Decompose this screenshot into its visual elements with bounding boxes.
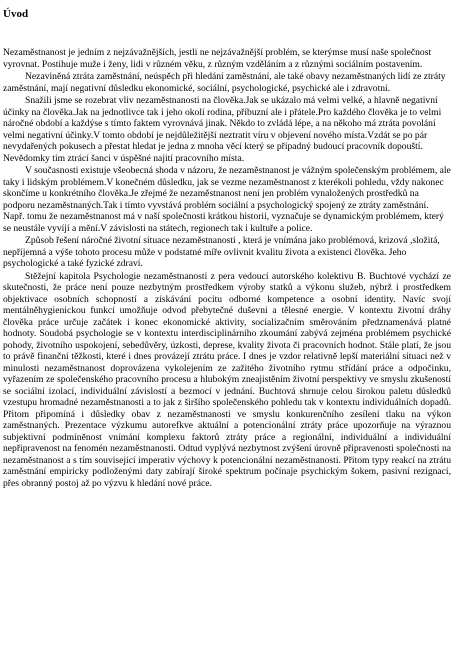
paragraph-consequences: Nezaviněná ztráta zaměstnání, neúspěch při hledání zaměstnání, ale také obavy nezaměstnaných lidí ze ztráty zaměstnání, mají negativní důsledku ekonomické, sociální, psychologické, psychické ale i zdravotní. [3, 71, 446, 94]
paragraph-solution: Způsob řešení náročné životní situace nezaměstnanosti , která je vnímána jako problémová, krizová ,složitá, nepříjemná a výše tohoto procesu může v podstatné míře ovlivnit kvalitu života a existenci člověka. Jeho psychologické a také fyzické zdraví. [3, 235, 440, 269]
paragraph-impact: Snažili jsme se rozebrat vliv nezaměstnanosti na člověka.Jak se ukázalo má velmi velké, a hlavně negativní účinky na člověka.Jak na jednotlivce tak i jeho okolí rodina, příbuzní ale i přátele.Pro každého člověka je to velmi náročné období a každýse s tímto faktem vyrovnává jinak. Někdo to zvládá lépe, a na někoho má ztráta povolání velmi negativní účinky.V tomto období je nejdůležitější neztratit víru v objevení nového místa.Vzdát se po pár nevydařených pokusech a přestat hledat je jedna z mnoha věcí který se případný budoucí pracovník dopouští. Nevědomky tím ztrácí šanci v úspěšné najití pracovního místa. [3, 95, 442, 164]
document-title: Úvod [3, 8, 29, 20]
paragraph-psychology-chapter: Stěžejní kapitola Psychologie nezaměstnanosti z pera vedoucí autorského kolektivu B. Buchtové vychází ze skutečnosti, že práce není pouze nezbytným prostředkem výroby statků a výkonu služeb, nýbrž i prostředkem objektivace osobních schopností a získávání pocitu odborné kompetence a osobní identity. Navíc svojí mentálněhygienickou funkcí umožňuje odvod přebytečné duševní a tělesné energie. V kontextu životní dráhy člověka práce určuje začátek i konec ekonomické aktivity, socializačním směrováním předznamenává platné hodnoty. Soudobá psychologie se v kontextu interdisciplinárního zkoumání zabývá zejména problémem psychické pohody, životního uspokojení, sebedůvěry, úzkosti, deprese, kvality života či pracovních hodnot. Stále platí, že jsou to právě finanční těžkosti, které i dnes provázejí ztrátu práce. I dnes je vzdor relativně lepší materiální situaci než v minulosti nezaměstnanost doprovázena vykolejením ze zažitého životního rytmu střídání práce a odpočinku, vyřazením ze společenského pracovního procesu a hlubokým zneajistěním životní perspektivy ve smyslu zkušeností se sociální izolací, individuální závislostí a bezmocí v jednání. Buchtová shrnuje celou širokou paletu důsledků vzestupu hromadné nezaměstnanosti a to jak z širšího společenského pohledu tak v kontextu individuálních dopadů. Přitom připomíná i důsledky obav z nezaměstnanosti ve smyslu konkurenčního zesílení tlaku na výkon zaměstnaných. Prezentace výzkumu autorefkve aktuální a potencionální ztráty práce upozorňuje na výraznou subjektivní podmíněnost vnímání komplexu faktorů ztráty práce a regionální, individuální a individuální nepřipravenost na fenomén nezaměstnanosti. Odtud vyplývá nezbytnost zvýšení úrovně připravenosti společnosti na nezaměstnanost a s tím související imperativ výchovy k potencionální nezaměstnanosti. Přitom typy reakcí na ztrátu zaměstnání empiricky podloženými daty zabírají široké spektrum počínaje psychickým šokem, pasivní rezignací, přes obranný postoj až po výzvu k hledání nové práce. [3, 270, 451, 489]
paragraph-social-problem: V současnosti existuje všeobecná shoda v názoru, že nezaměstnanost je vážným společenským problémem, ale taky i lidským problémem.V konečném důsledku, jak se vezme nezaměstnanost z kterékoli pohledu, vždy nakonec skončíme u konkrétního člověka.Je zřejmé že nezaměstnanost není jen problém vynaložených prostředků na podporu nezaměstnaných.Tak i tímto vyvstává problém sociální a psychologický spojený ze ztráty zaměstnání. Např. tomu že nezaměstnanost má v naší společnosti krátkou historii, vyznačuje se dynamickým problémem, který se neustále vyvíjí a mění.V závislosti na státech, regionech tak i kultuře a police. [3, 165, 451, 234]
paragraph-intro: Nezaměstnanost je jedním z nejzávažnějších, jestli ne nejzávažnější problém, se kterýmse musí naše společnost vyrovnat. Postihuje muže i ženy, lidi v různém věku, z různým vzděláním a z různými sociálním postavením. [3, 47, 432, 70]
